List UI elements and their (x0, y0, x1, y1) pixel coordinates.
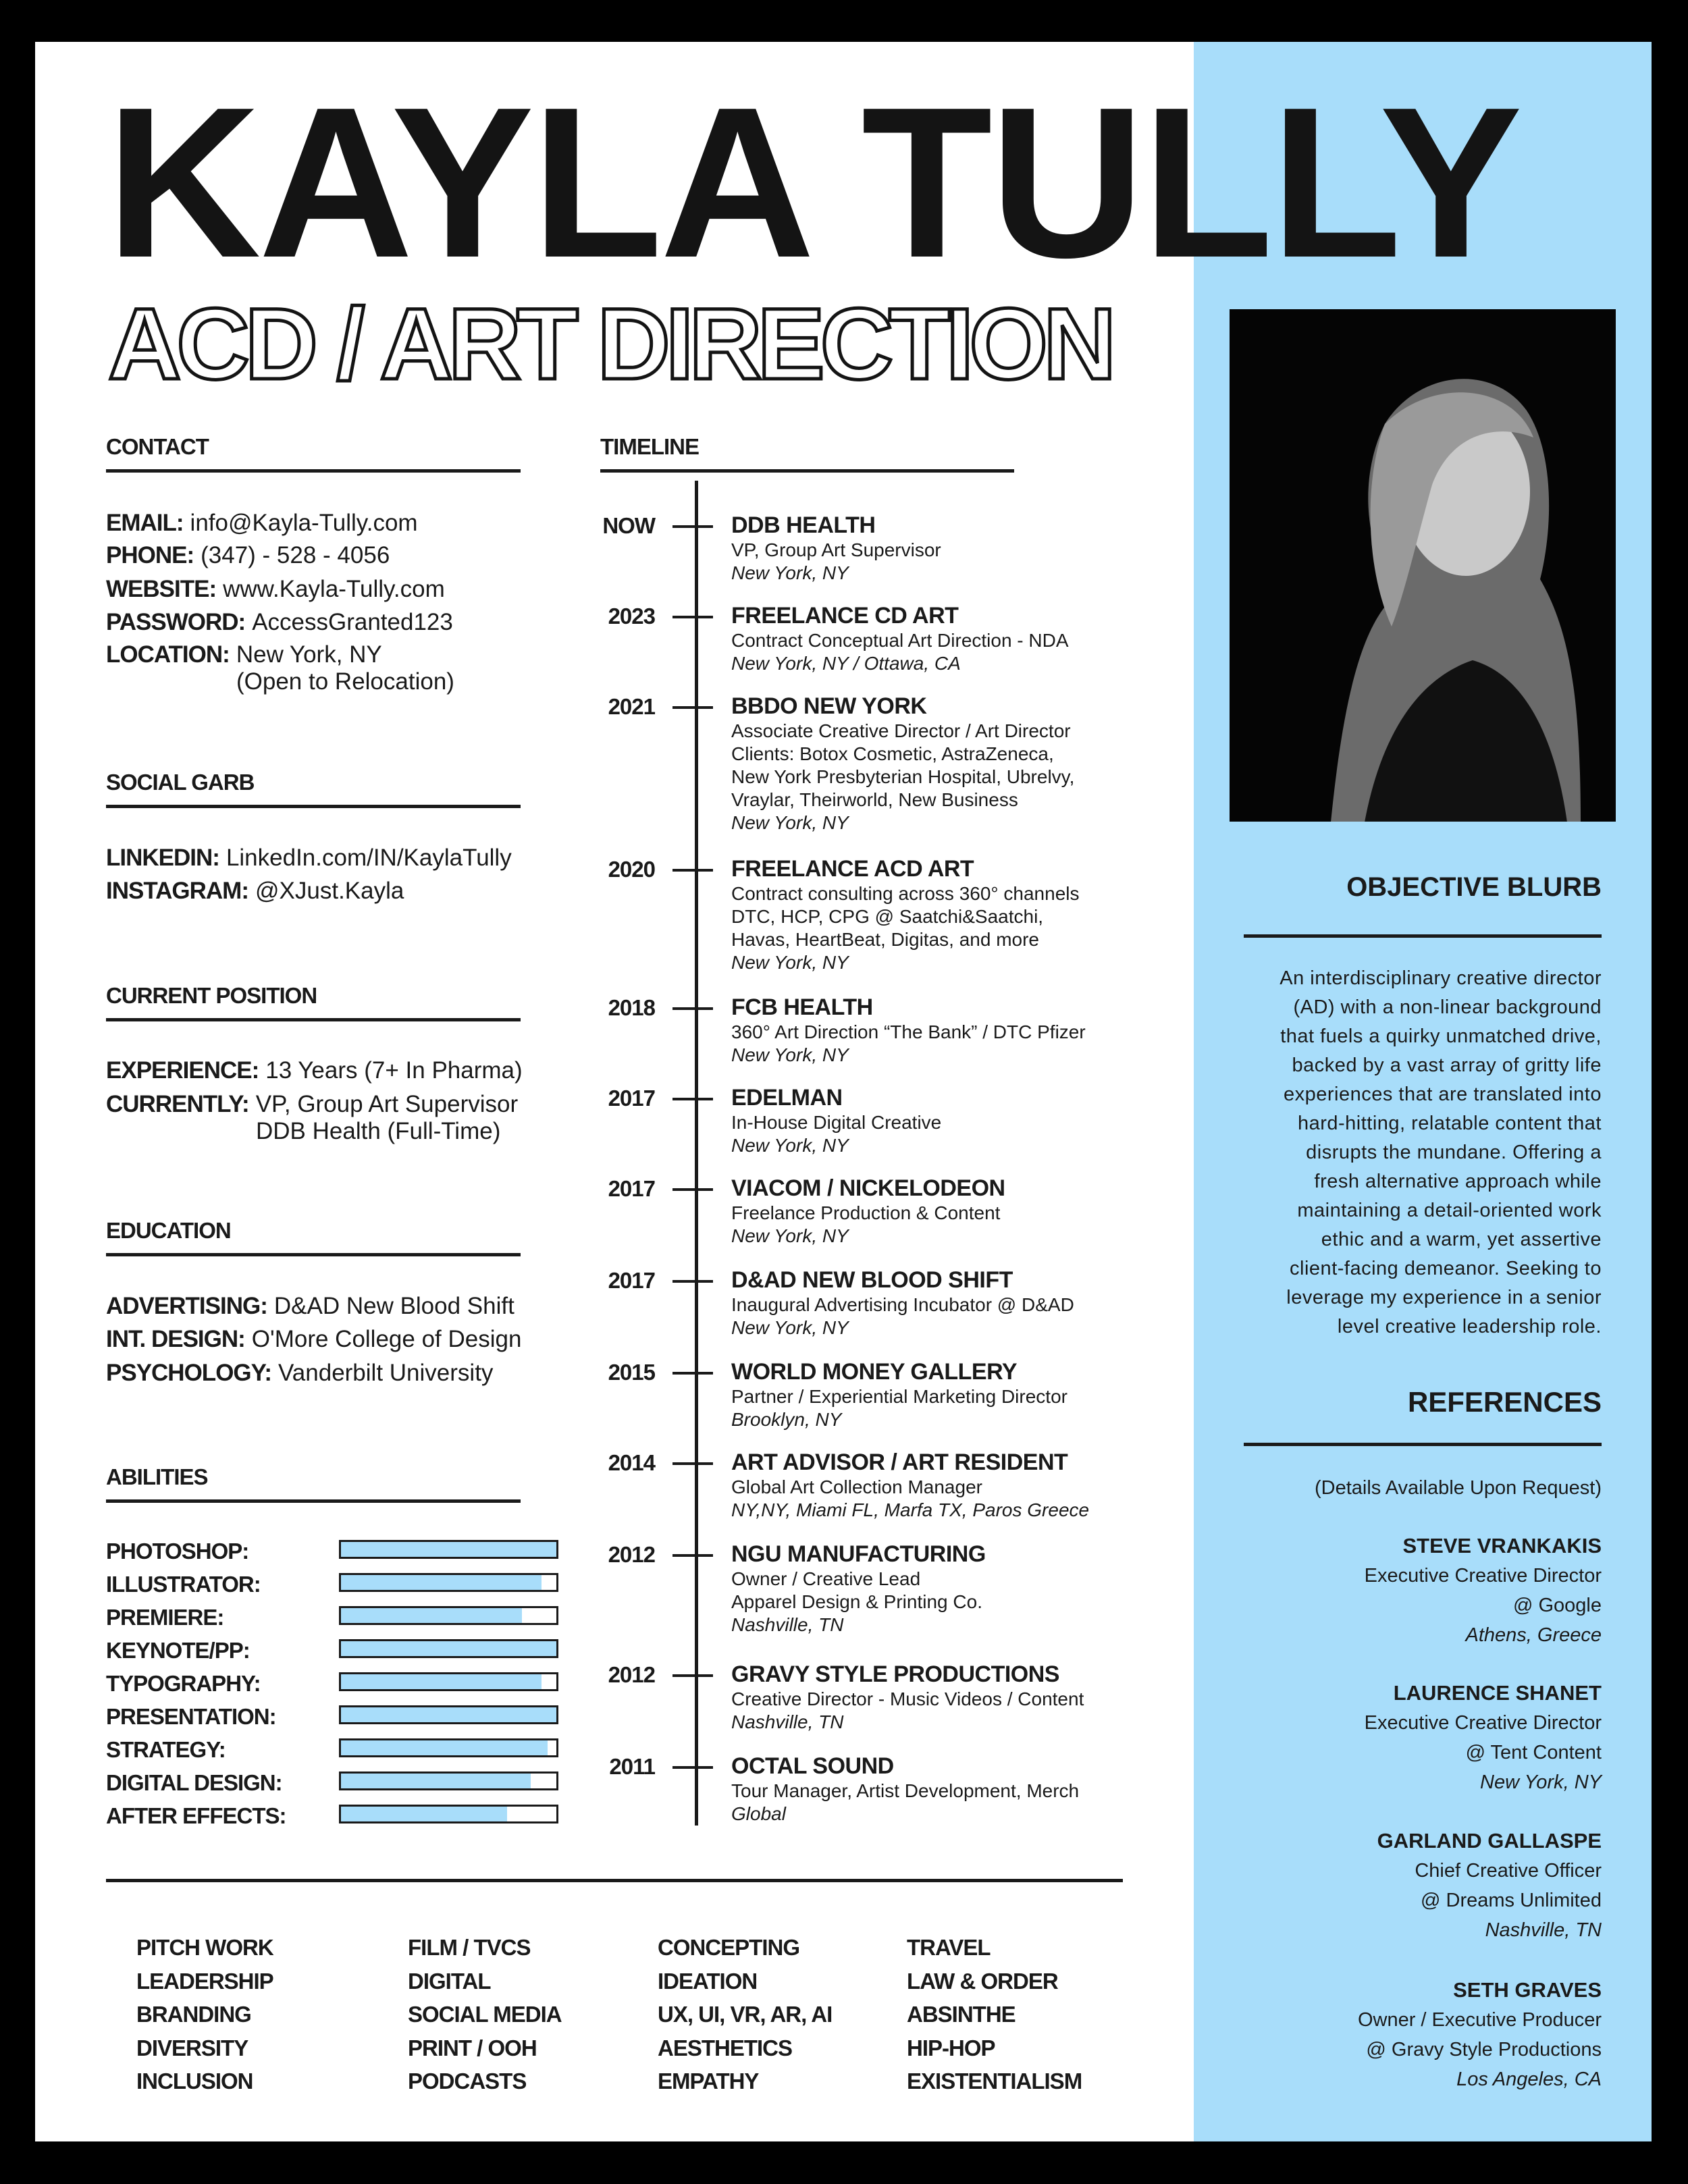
timeline-year: NOW (602, 513, 655, 538)
skill-label: PRESENTATION: (106, 1704, 276, 1729)
skill-bar-fill (341, 1542, 556, 1557)
timeline-year: 2014 (608, 1450, 655, 1475)
skill-label: PREMIERE: (106, 1605, 224, 1630)
keyword: IDEATION (658, 1968, 758, 1994)
skill-bar (339, 1805, 558, 1823)
skill-label: STRATEGY: (106, 1737, 226, 1762)
keyword: PRINT / OOH (408, 2035, 537, 2060)
skill-bar (339, 1772, 558, 1790)
skill-label: DIGITAL DESIGN: (106, 1770, 282, 1795)
skill-label: ILLUSTRATOR: (106, 1572, 261, 1597)
keyword: LEADERSHIP (136, 1968, 273, 1994)
education-row (106, 1326, 521, 1353)
timeline-year: 2018 (608, 995, 655, 1020)
entry-title: FREELANCE ACD ART (731, 856, 974, 882)
objective-divider (1244, 934, 1602, 938)
entry-location: Nashville, TN (731, 1614, 844, 1635)
timeline-entry (731, 512, 941, 585)
entry-location: Nashville, TN (731, 1711, 844, 1732)
entry-detail: New York Presbyterian Hospital, Ubrelvy, (731, 766, 1075, 787)
entry-location: Global (731, 1803, 786, 1824)
entry-detail: In-House Digital Creative (731, 1112, 942, 1133)
timeline-entry (731, 1541, 986, 1636)
reference-title: Executive Creative Director (1364, 1565, 1602, 1587)
position-heading: CURRENT POSITION (106, 983, 317, 1008)
skill-bar-fill (341, 1774, 531, 1788)
timeline-tick (672, 869, 713, 872)
timeline-entry (731, 1661, 1084, 1734)
skill-bar-fill (341, 1807, 507, 1821)
objective-line: that fuels a quirky unmatched drive, (1280, 1026, 1602, 1047)
name-heading: KAYLA TULLY (106, 63, 1520, 302)
contact-heading: CONTACT (106, 434, 209, 459)
entry-title: NGU MANUFACTURING (731, 1541, 986, 1567)
entry-detail: Vraylar, Theirworld, New Business (731, 789, 1018, 810)
entry-detail: 360° Art Direction “The Bank” / DTC Pfizer (731, 1021, 1086, 1042)
skill-row (106, 1704, 565, 1728)
role-subtitle: ACD / ART DIRECTION (108, 287, 1112, 400)
social-label: LINKEDIN: (106, 845, 219, 871)
entry-detail: Clients: Botox Cosmetic, AstraZeneca, (731, 743, 1054, 764)
entry-detail: Apparel Design & Printing Co. (731, 1591, 982, 1612)
timeline-tick (672, 1098, 713, 1100)
position-row (106, 1057, 523, 1084)
education-label: PSYCHOLOGY: (106, 1360, 272, 1386)
reference-title: Executive Creative Director (1364, 1712, 1602, 1734)
entry-detail: Associate Creative Director / Art Director (731, 720, 1071, 741)
objective-line: fresh alternative approach while (1314, 1171, 1602, 1192)
references-note: (Details Available Upon Request) (1314, 1477, 1602, 1499)
education-row (106, 1360, 493, 1387)
objective-line: An interdisciplinary creative director (1280, 967, 1602, 989)
entry-location: New York, NY (731, 1225, 849, 1246)
reference-company: @ Dreams Unlimited (1421, 1890, 1602, 1911)
education-label: ADVERTISING: (106, 1293, 267, 1319)
timeline-divider (600, 469, 1014, 473)
reference-name: STEVE VRANKAKIS (1402, 1534, 1602, 1557)
keyword: PITCH WORK (136, 1935, 273, 1960)
education-divider (106, 1253, 521, 1256)
keyword: LAW & ORDER (907, 1968, 1058, 1994)
entry-detail: Owner / Creative Lead (731, 1568, 921, 1589)
skill-bar-fill (341, 1608, 522, 1623)
entry-title: WORLD MONEY GALLERY (731, 1359, 1018, 1385)
objective-line: backed by a vast array of gritty life (1292, 1055, 1602, 1076)
skill-bar-fill (341, 1740, 548, 1755)
timeline-year: 2017 (608, 1268, 655, 1293)
entry-detail: Contract consulting across 360° channels (731, 883, 1080, 904)
timeline-year: 2023 (608, 604, 655, 629)
skill-bar-fill (341, 1641, 556, 1656)
skill-row (106, 1803, 565, 1828)
portrait-photo (1230, 309, 1616, 822)
entry-location: Brooklyn, NY (731, 1409, 842, 1430)
skill-bar (339, 1705, 558, 1724)
skill-row (106, 1770, 565, 1794)
skill-row (106, 1737, 565, 1761)
skill-label: PHOTOSHOP: (106, 1539, 249, 1564)
reference-name: SETH GRAVES (1453, 1978, 1602, 2002)
objective-line: hard-hitting, relatable content that (1297, 1113, 1602, 1134)
timeline-tick (672, 525, 713, 528)
skill-label: AFTER EFFECTS: (106, 1803, 286, 1828)
timeline-entry (731, 855, 1079, 974)
contact-value[interactable]: www.Kayla-Tully.com (223, 576, 445, 602)
objective-heading: OBJECTIVE BLURB (1346, 872, 1602, 902)
objective-line: maintaining a detail-oriented work (1297, 1200, 1602, 1221)
entry-location: New York, NY (731, 812, 849, 833)
skill-bar (339, 1573, 558, 1592)
position-label: CURRENTLY: (106, 1091, 249, 1117)
timeline-entry (731, 1084, 941, 1157)
contact-value[interactable]: info@Kayla-Tully.com (190, 510, 418, 536)
timeline-tick (672, 1462, 713, 1465)
timeline-tick (672, 1372, 713, 1375)
reference-company: @ Tent Content (1465, 1742, 1602, 1763)
entry-title: OCTAL SOUND (731, 1753, 894, 1779)
keyword: ABSINTHE (907, 2002, 1016, 2027)
contact-label: WEBSITE: (106, 576, 217, 602)
references-divider (1244, 1443, 1602, 1446)
contact-row (106, 609, 453, 636)
contact-value[interactable]: New York, NY (236, 641, 382, 668)
timeline-year: 2011 (609, 1754, 655, 1779)
position-label: EXPERIENCE: (106, 1057, 259, 1084)
timeline-tick (672, 616, 713, 618)
contact-value-cont: (Open to Relocation) (236, 668, 454, 695)
education-label: INT. DESIGN: (106, 1326, 245, 1352)
social-label: INSTAGRAM: (106, 878, 248, 904)
skill-row (106, 1572, 565, 1596)
social-heading: SOCIAL GARB (106, 770, 255, 795)
entry-detail: Tour Manager, Artist Development, Merch (731, 1780, 1080, 1801)
position-row (106, 1091, 518, 1146)
skill-label: TYPOGRAPHY: (106, 1671, 261, 1696)
position-value-cont: DDB Health (Full-Time) (256, 1118, 501, 1145)
reference-item (1365, 1531, 1602, 1650)
objective-line: level creative leadership role. (1337, 1316, 1602, 1337)
entry-detail: VP, Group Art Supervisor (731, 539, 941, 560)
skill-row (106, 1671, 565, 1695)
timeline-year: 2017 (608, 1086, 655, 1111)
entry-location: New York, NY (731, 1044, 849, 1065)
timeline-entry (731, 1267, 1074, 1339)
keyword: UX, UI, VR, AR, AI (658, 2002, 833, 2027)
contact-label: EMAIL: (106, 510, 184, 536)
reference-item (1358, 1975, 1602, 2094)
keyword: AESTHETICS (658, 2035, 793, 2060)
timeline-year: 2020 (608, 857, 655, 882)
timeline-tick (672, 1766, 713, 1769)
skill-bar-fill (341, 1707, 556, 1722)
timeline-heading: TIMELINE (600, 434, 699, 459)
entry-location: NY,NY, Miami FL, Marfa TX, Paros Greece (731, 1499, 1090, 1520)
objective-line: disrupts the mundane. Offering a (1306, 1142, 1602, 1163)
entry-location: New York, NY / Ottawa, CA (731, 653, 961, 674)
entry-title: FREELANCE CD ART (731, 603, 959, 629)
keyword: DIVERSITY (136, 2035, 248, 2060)
entry-location: New York, NY (731, 952, 849, 973)
reference-location: Los Angeles, CA (1456, 2069, 1602, 2090)
contact-divider (106, 469, 521, 473)
reference-name: GARLAND GALLASPE (1377, 1829, 1602, 1853)
abilities-heading: ABILITIES (106, 1464, 208, 1489)
contact-value[interactable]: AccessGranted123 (252, 609, 453, 635)
social-value[interactable]: LinkedIn.com/IN/KaylaTully (226, 845, 512, 871)
keyword: FILM / TVCS (408, 1935, 531, 1960)
skill-row (106, 1605, 565, 1629)
entry-title: BBDO NEW YORK (731, 693, 927, 719)
contact-label: LOCATION: (106, 641, 230, 668)
reference-title: Owner / Executive Producer (1357, 2009, 1602, 2031)
timeline-axis (695, 481, 698, 1826)
position-value: VP, Group Art Supervisor (255, 1091, 519, 1117)
keyword: BRANDING (136, 2002, 251, 2027)
skill-label: KEYNOTE/PP: (106, 1638, 250, 1663)
timeline-entry (731, 1753, 1079, 1826)
skill-bar (339, 1738, 558, 1757)
reference-title: Chief Creative Officer (1415, 1860, 1602, 1882)
education-row (106, 1293, 515, 1320)
keyword: TRAVEL (907, 1935, 991, 1960)
timeline-tick (672, 706, 713, 709)
entry-location: New York, NY (731, 1317, 849, 1338)
timeline-entry (731, 602, 1069, 675)
entry-title: GRAVY STYLE PRODUCTIONS (731, 1661, 1059, 1687)
contact-label: PHONE: (106, 542, 194, 568)
keyword: SOCIAL MEDIA (408, 2002, 562, 2027)
reference-location: Athens, Greece (1465, 1624, 1602, 1646)
social-row (106, 878, 404, 905)
timeline-year: 2017 (608, 1176, 655, 1201)
contact-value[interactable]: (347) - 528 - 4056 (201, 542, 390, 568)
timeline-year: 2012 (608, 1662, 655, 1687)
contact-row (106, 641, 454, 696)
reference-item (1377, 1826, 1602, 1945)
skill-bar-fill (341, 1674, 542, 1689)
position-value: 13 Years (7+ In Pharma) (265, 1057, 523, 1084)
timeline-tick (672, 1674, 713, 1677)
timeline-tick (672, 1188, 713, 1191)
reference-name: LAURENCE SHANET (1393, 1681, 1602, 1705)
keyword: HIP-HOP (907, 2035, 995, 2060)
entry-title: VIACOM / NICKELODEON (731, 1175, 1005, 1201)
entry-title: ART ADVISOR / ART RESIDENT (731, 1449, 1068, 1475)
timeline-entry (731, 1358, 1067, 1431)
skill-bar-fill (341, 1575, 542, 1590)
entry-detail: Freelance Production & Content (731, 1202, 1001, 1223)
social-row (106, 845, 512, 872)
entry-detail: Partner / Experiential Marketing Director (731, 1386, 1067, 1407)
timeline-entry (731, 1175, 1005, 1248)
timeline-year: 2021 (608, 694, 655, 719)
entry-title: DDB HEALTH (731, 512, 876, 538)
contact-row (106, 510, 418, 537)
reference-company: @ Google (1512, 1595, 1602, 1616)
education-value: O'More College of Design (251, 1326, 522, 1352)
objective-line: ethic and a warm, yet assertive (1321, 1229, 1602, 1250)
references-heading: REFERENCES (1407, 1386, 1602, 1418)
timeline-year: 2015 (608, 1360, 655, 1385)
entry-detail: DTC, HCP, CPG @ Saatchi&Saatchi, (731, 906, 1044, 927)
keyword: CONCEPTING (658, 1935, 800, 1960)
abilities-divider (106, 1499, 521, 1503)
reference-company: @ Gravy Style Productions (1366, 2039, 1602, 2060)
skill-row (106, 1638, 565, 1662)
objective-line: leverage my experience in a senior (1286, 1287, 1602, 1308)
timeline-entry (731, 693, 1074, 834)
entry-title: FCB HEALTH (731, 994, 873, 1020)
timeline-tick (672, 1554, 713, 1557)
skill-bar (339, 1672, 558, 1691)
timeline-entry (731, 1449, 1089, 1522)
reference-location: Nashville, TN (1485, 1919, 1602, 1941)
reference-item (1365, 1678, 1602, 1797)
position-divider (106, 1018, 521, 1021)
entry-location: New York, NY (731, 562, 849, 583)
contact-row (106, 576, 445, 603)
skill-row (106, 1539, 565, 1563)
entry-detail: Contract Conceptual Art Direction - NDA (731, 630, 1069, 651)
skill-bar (339, 1606, 558, 1625)
reference-location: New York, NY (1480, 1772, 1602, 1793)
education-value: D&AD New Blood Shift (273, 1293, 515, 1319)
objective-line: client-facing demeanor. Seeking to (1290, 1258, 1602, 1279)
entry-detail: Havas, HeartBeat, Digitas, and more (731, 929, 1039, 950)
objective-text (1280, 964, 1602, 1341)
keyword: EMPATHY (658, 2069, 759, 2094)
keywords-divider (106, 1879, 1123, 1882)
timeline-year: 2012 (608, 1542, 655, 1567)
keyword: DIGITAL (408, 1968, 491, 1994)
entry-detail: Global Art Collection Manager (731, 1476, 982, 1497)
objective-line: experiences that are translated into (1284, 1084, 1602, 1105)
entry-detail: Inaugural Advertising Incubator @ D&AD (731, 1294, 1074, 1315)
skill-bar (339, 1639, 558, 1658)
skill-bar (339, 1540, 558, 1559)
keyword: INCLUSION (136, 2069, 253, 2094)
entry-title: D&AD NEW BLOOD SHIFT (731, 1267, 1013, 1293)
entry-detail: Creative Director - Music Videos / Content (731, 1688, 1084, 1709)
contact-label: PASSWORD: (106, 609, 246, 635)
entry-title: EDELMAN (731, 1085, 843, 1111)
timeline-entry (731, 994, 1086, 1067)
keyword: PODCASTS (408, 2069, 527, 2094)
entry-location: New York, NY (731, 1135, 849, 1156)
education-value: Vanderbilt University (278, 1360, 494, 1386)
contact-row (106, 542, 390, 569)
keyword: EXISTENTIALISM (907, 2069, 1082, 2094)
education-heading: EDUCATION (106, 1218, 231, 1243)
social-divider (106, 805, 521, 808)
objective-line: (AD) with a non-linear background (1293, 996, 1602, 1018)
timeline-tick (672, 1007, 713, 1010)
resume-page (35, 42, 1652, 2141)
social-value[interactable]: @XJust.Kayla (255, 878, 404, 904)
timeline-tick (672, 1280, 713, 1283)
